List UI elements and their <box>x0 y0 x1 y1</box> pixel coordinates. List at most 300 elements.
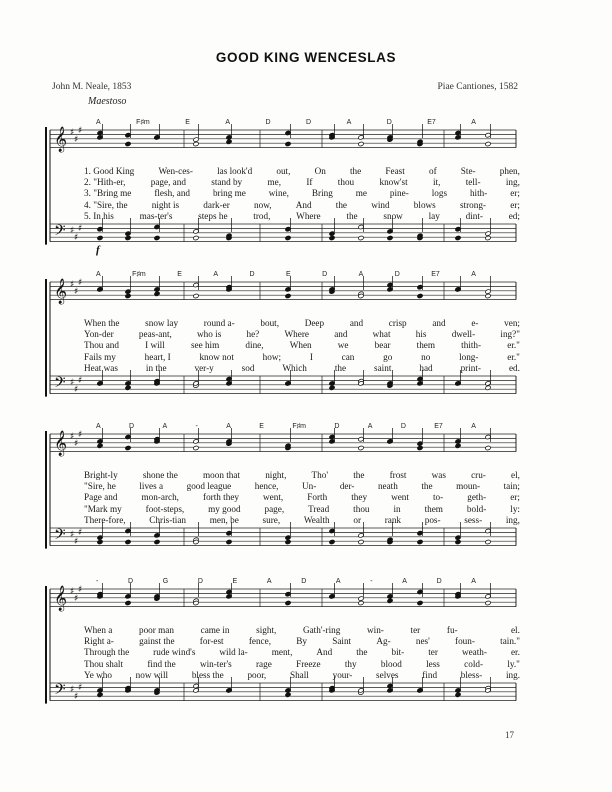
chord-row <box>96 118 476 127</box>
lyric-syllable: bring me <box>212 188 246 199</box>
note-head <box>154 235 160 240</box>
sharp-icon: ♯ <box>78 126 83 136</box>
lyric-syllable: peas-ant, <box>138 329 172 340</box>
lyric-syllable: el, <box>511 470 520 480</box>
lyric-syllable: trod, <box>253 210 271 221</box>
lyric-syllable: moun- <box>456 481 481 492</box>
lyric-syllable: And <box>316 647 333 658</box>
note-head <box>285 235 291 240</box>
note-head <box>485 235 491 240</box>
lyric-syllable: pine- <box>389 188 409 199</box>
lyric-syllable: find <box>422 669 438 680</box>
lyric-syllable: ver-y <box>194 362 214 373</box>
lyric-syllable: Heat was <box>84 362 118 373</box>
lyric-syllable: mas-ter's <box>139 210 173 221</box>
lyric-syllable: bear <box>374 340 391 351</box>
chord-symbol: D <box>129 423 135 430</box>
lyric-syllable: mon-arch, <box>141 492 179 503</box>
sharp-icon: ♯ <box>78 528 83 538</box>
lyric-syllable: ing, <box>505 514 520 525</box>
chord-symbol: E7 <box>427 119 436 126</box>
chord-symbol: D <box>249 271 255 278</box>
lyric-syllable: thou <box>337 177 355 188</box>
lyric-syllable: Thou shalt <box>84 658 124 669</box>
lyric-syllable: can <box>341 351 355 362</box>
lyric-syllable: know not <box>199 351 234 362</box>
lyric-verse-5 <box>84 363 520 374</box>
lyric-syllable: I will <box>145 340 165 351</box>
lyric-syllable: me, <box>267 177 282 188</box>
lyric-syllable: the <box>349 166 362 176</box>
lyric-syllable: bless the <box>191 669 224 680</box>
lyric-syllable: fence, <box>248 636 272 647</box>
note-head <box>285 600 291 605</box>
sharp-icon: ♯ <box>70 530 75 540</box>
lyric-syllable: Gath'-ring <box>302 625 341 635</box>
sharp-icon: ♯ <box>78 224 83 234</box>
lyric-syllable: And <box>295 199 312 210</box>
lyric-syllable: Tread <box>308 503 330 514</box>
lyric-syllable: shone the <box>142 470 178 480</box>
sharp-icon: ♯ <box>70 432 75 442</box>
chord-symbol: D <box>322 271 328 278</box>
lyric-syllable: 1. Good King <box>84 166 135 176</box>
lyric-syllable: wind <box>371 199 390 210</box>
lyric-syllable: dint- <box>465 210 483 221</box>
note-head <box>455 235 461 240</box>
note-head <box>285 692 291 697</box>
lyric-syllable: now will <box>135 669 169 680</box>
note-head <box>125 385 131 390</box>
lyric-syllable: There-fore, <box>84 514 126 525</box>
lyric-syllable: me <box>355 188 367 199</box>
tempo-marking: Maestoso <box>88 96 127 107</box>
lyric-syllable: ing, <box>505 177 520 188</box>
lyric-verse-4 <box>84 504 520 515</box>
lyric-syllable: er." <box>507 340 520 351</box>
note-head <box>329 235 335 240</box>
lyric-syllable: forth they <box>203 492 239 503</box>
chord-symbol: D <box>306 119 312 126</box>
note-head <box>417 293 423 298</box>
lyric-syllable: las look'd <box>217 166 253 176</box>
lyric-verse-5 <box>84 515 520 526</box>
note-head <box>285 293 291 298</box>
lyric-syllable: el. <box>510 625 520 635</box>
chord-symbol: A <box>225 119 231 126</box>
lyric-syllable: sight, <box>256 625 277 635</box>
lyric-syllable: bout, <box>260 318 280 328</box>
note-head <box>226 539 232 544</box>
lyric-syllable: Wen-ces- <box>158 166 193 176</box>
lyric-syllable: rage <box>255 658 272 669</box>
sharp-icon: ♯ <box>74 287 79 297</box>
note-head <box>358 539 364 544</box>
sharp-icon: ♯ <box>74 385 79 395</box>
lyric-verse-3 <box>84 340 520 351</box>
lyric-verse-1 <box>84 470 520 481</box>
lyric-syllable: cold- <box>464 658 484 669</box>
treble-clef-icon: 𝄞 <box>54 431 68 456</box>
note-head <box>417 445 423 450</box>
lyric-syllable: By <box>296 636 307 647</box>
lyric-syllable: went, <box>263 492 284 503</box>
lyric-syllable: Where <box>284 329 309 340</box>
lyric-syllable: "Sire, he <box>84 481 116 492</box>
note-head <box>125 539 131 544</box>
lyric-syllable: the <box>334 362 347 373</box>
lyric-syllable: ly." <box>507 658 520 669</box>
lyric-syllable: ter <box>410 625 421 635</box>
lyric-syllable: stand by <box>211 177 243 188</box>
page-title: GOOD KING WENCESLAS <box>215 50 397 65</box>
note-head <box>417 539 423 544</box>
lyric-syllable: cru- <box>471 470 486 480</box>
lyric-syllable: Freeze <box>296 658 321 669</box>
lyric-syllable: win- <box>367 625 384 635</box>
lyric-syllable: Through the <box>84 647 130 658</box>
lyric-syllable: Fails my <box>84 351 116 362</box>
lyric-syllable: fu- <box>446 625 458 635</box>
lyric-verse-4 <box>84 659 520 670</box>
chord-symbol: G <box>162 578 169 585</box>
chord-symbol: A <box>335 578 341 585</box>
note-head <box>485 385 491 390</box>
lyric-syllable: snow <box>383 210 403 221</box>
lyric-verse-4 <box>84 352 520 363</box>
lyric-syllable: know'st <box>379 177 408 188</box>
chord-symbol: A <box>358 271 364 278</box>
note-head <box>358 235 364 240</box>
note-head <box>485 293 491 298</box>
lyric-syllable: what <box>372 329 391 340</box>
chord-symbol: E <box>232 578 238 585</box>
lyric-syllable: Saint <box>332 636 352 647</box>
chord-symbol: D <box>386 119 392 126</box>
lyric-syllable: thith- <box>461 340 482 351</box>
lyric-syllable: they <box>351 492 368 503</box>
lyric-syllable: the <box>356 647 368 658</box>
lyric-syllable: page, <box>264 503 285 514</box>
sharp-icon: ♯ <box>70 280 75 290</box>
lyric-syllable: strong- <box>459 199 486 210</box>
lyric-syllable: find the <box>147 658 176 669</box>
lyric-syllable: wild la- <box>219 647 248 658</box>
note-head <box>485 141 491 146</box>
lyric-syllable: saint <box>374 362 392 373</box>
sharp-icon: ♯ <box>74 692 79 702</box>
lyric-syllable: night is <box>151 199 180 210</box>
lyric-syllable: the <box>353 470 365 480</box>
note-head <box>125 600 131 605</box>
note-head <box>154 539 160 544</box>
chord-symbol: A <box>226 423 231 430</box>
lyric-syllable: Feast <box>385 166 405 176</box>
note-head <box>125 141 131 146</box>
sharp-icon: ♯ <box>74 439 79 449</box>
lyric-verse-2 <box>84 329 520 340</box>
lyric-syllable: came in <box>200 625 230 635</box>
lyric-verse-3 <box>84 647 520 658</box>
note-head <box>285 141 291 146</box>
lyric-syllable: no <box>421 351 431 362</box>
sharp-icon: ♯ <box>74 594 79 604</box>
chord-symbol: D <box>128 578 134 585</box>
note-head <box>358 141 364 146</box>
chord-row <box>96 270 476 279</box>
lyric-syllable: men, be <box>209 514 239 525</box>
note-head <box>226 139 232 144</box>
lyric-verse-1 <box>84 318 520 329</box>
note-head <box>125 235 131 240</box>
note-head <box>125 445 131 450</box>
lyric-syllable: Bring <box>311 188 333 199</box>
lyric-syllable: and <box>432 318 446 328</box>
sharp-icon: ♯ <box>74 233 79 243</box>
sharp-icon: ♯ <box>78 430 83 440</box>
lyric-syllable: er; <box>510 199 520 210</box>
lyric-verse-5 <box>84 211 520 222</box>
lyric-syllable: Ste- <box>460 166 476 176</box>
lyric-syllable: had <box>419 362 433 373</box>
lyric-verse-5 <box>84 670 520 681</box>
lyric-syllable: nes' <box>415 636 430 647</box>
lyric-syllable: steps he <box>198 210 228 221</box>
note-head <box>358 600 364 605</box>
chord-row <box>96 577 476 586</box>
note-head <box>285 539 291 544</box>
note-head <box>193 235 199 240</box>
composer-credit: Piae Cantiones, 1582 <box>437 82 518 92</box>
chord-symbol: A <box>162 423 168 430</box>
lyric-syllable: If <box>306 177 313 188</box>
sharp-icon: ♯ <box>70 128 75 138</box>
chord-symbol: E <box>259 423 264 430</box>
lyric-syllable: bold- <box>466 503 487 514</box>
sharp-icon: ♯ <box>74 537 79 547</box>
note-head <box>97 692 103 697</box>
chord-symbol: A <box>367 423 373 430</box>
sharp-icon: ♯ <box>70 685 75 695</box>
chord-symbol: D <box>394 271 400 278</box>
lyric-syllable: thy <box>344 658 357 669</box>
chord-symbol: D <box>334 423 340 430</box>
lyric-syllable: of <box>428 166 437 176</box>
lyric-syllable: neath <box>377 481 398 492</box>
lyric-syllable: er. <box>510 647 520 658</box>
note-head <box>387 598 393 603</box>
sharp-icon: ♯ <box>70 587 75 597</box>
lyric-verse-1 <box>84 166 520 177</box>
note-head <box>455 443 461 448</box>
note-head <box>97 539 103 544</box>
lyric-syllable: ly: <box>510 503 520 514</box>
lyric-syllable: tell- <box>465 177 481 188</box>
lyric-syllable: selves <box>376 669 399 680</box>
lyric-syllable: snow lay <box>145 318 179 328</box>
lyric-verse-4 <box>84 200 520 211</box>
lyric-syllable: Which <box>282 362 307 373</box>
bass-clef-icon: 𝄢 <box>54 526 66 547</box>
lyric-syllable: pos- <box>424 514 441 525</box>
chord-symbol: A <box>471 119 476 126</box>
lyric-syllable: dine, <box>245 340 264 351</box>
chord-symbol: E7 <box>431 271 440 278</box>
note-head <box>485 445 491 450</box>
lyric-verse-3 <box>84 492 520 503</box>
note-head <box>387 235 393 240</box>
lyric-syllable: crisp <box>388 318 407 328</box>
lyric-syllable: bless- <box>460 669 483 680</box>
chord-symbol: A <box>346 119 352 126</box>
lyric-syllable: Un- <box>302 481 317 492</box>
chord-symbol: A <box>266 578 272 585</box>
lyric-syllable: dwell- <box>451 329 476 340</box>
sharp-icon: ♯ <box>78 376 83 386</box>
lyric-syllable: night, <box>265 470 287 480</box>
lyric-syllable: frost <box>389 470 407 480</box>
lyric-syllable: Ye who <box>84 669 112 680</box>
lyric-syllable: foot-steps, <box>145 503 185 514</box>
lyric-syllable: was <box>431 470 446 480</box>
lyric-syllable: weath- <box>461 647 487 658</box>
lyric-syllable: Wealth <box>303 514 330 525</box>
lyric-syllable: Shall <box>289 669 309 680</box>
note-head <box>154 291 160 296</box>
lyric-syllable: rude wind's <box>153 647 196 658</box>
chord-symbol: E <box>185 119 190 126</box>
chord-symbol: A <box>96 119 101 126</box>
sharp-icon: ♯ <box>70 226 75 236</box>
chord-symbol: - <box>195 423 198 430</box>
lyric-syllable: 3. "Bring me <box>84 188 132 199</box>
lyric-syllable: sod <box>241 362 255 373</box>
lyric-syllable: print- <box>460 362 481 373</box>
note-head <box>417 600 423 605</box>
chord-symbol: E <box>285 271 291 278</box>
chord-symbol: - <box>96 578 99 585</box>
lyric-syllable: ment, <box>271 647 293 658</box>
note-head <box>97 443 103 448</box>
lyric-syllable: Yon-der <box>84 329 114 340</box>
lyric-syllable: and <box>334 329 348 340</box>
lyric-syllable: ven; <box>504 318 520 328</box>
lyric-syllable: ter <box>428 647 438 658</box>
lyric-syllable: geth- <box>467 492 487 503</box>
chord-symbol: E7 <box>434 423 443 430</box>
chord-symbol: A <box>96 423 101 430</box>
chord-symbol: A <box>471 423 476 430</box>
lyricist-credit: John M. Neale, 1853 <box>52 82 132 92</box>
page-number: 17 <box>505 730 514 740</box>
lyric-syllable: for-est <box>199 636 224 647</box>
lyric-syllable: On <box>314 166 326 176</box>
lyric-syllable: hence, <box>254 481 279 492</box>
lyric-syllable: dark-er <box>203 199 230 210</box>
treble-clef-icon: 𝄞 <box>54 279 68 304</box>
lyric-syllable: long- <box>459 351 479 362</box>
dynamic-marking: f <box>96 244 100 256</box>
treble-clef-icon: 𝄞 <box>54 586 68 611</box>
chord-symbol: A <box>213 271 218 278</box>
lyric-syllable: blood <box>380 658 402 669</box>
lyric-syllable: went <box>391 492 409 503</box>
chord-symbol: A <box>96 271 101 278</box>
chord-symbol: D <box>301 578 307 585</box>
lyric-syllable: e- <box>471 318 479 328</box>
lyric-syllable: less <box>426 658 440 669</box>
lyric-syllable: 5. In his <box>84 210 114 221</box>
note-head <box>193 445 199 450</box>
lyric-syllable: Ag- <box>376 636 391 647</box>
chord-symbol: A <box>402 578 407 585</box>
lyric-syllable: your- <box>332 669 353 680</box>
chord-symbol: A <box>471 578 476 585</box>
lyric-syllable: the <box>346 210 358 221</box>
chord-row <box>96 422 476 431</box>
chord-symbol: A <box>471 271 476 278</box>
lyric-syllable: bit- <box>391 647 405 658</box>
lyric-syllable: my good <box>208 503 241 514</box>
lyric-syllable: we <box>337 340 349 351</box>
note-head <box>485 600 491 605</box>
lyric-syllable: page, and <box>150 177 186 188</box>
sharp-icon: ♯ <box>78 683 83 693</box>
lyric-syllable: I <box>309 351 313 362</box>
lyric-syllable: ing?" <box>500 329 520 340</box>
note-head <box>193 141 199 146</box>
lyric-syllable: win-ter's <box>199 658 232 669</box>
lyric-syllable: foun- <box>455 636 475 647</box>
lyric-syllable: heart, I <box>144 351 171 362</box>
bass-clef-icon: 𝄢 <box>54 681 66 702</box>
lyric-syllable: When a <box>84 625 113 635</box>
lyric-syllable: Page and <box>84 492 118 503</box>
chord-symbol: D <box>197 578 203 585</box>
lyric-syllable: Forth <box>307 492 328 503</box>
lyric-syllable: Thou and <box>84 340 119 351</box>
lyric-syllable: tain." <box>500 636 520 647</box>
lyric-syllable: tain; <box>503 481 520 492</box>
lyric-syllable: er; <box>510 188 520 199</box>
lyric-syllable: sess- <box>464 514 483 525</box>
chord-symbol: D <box>436 578 442 585</box>
lyric-syllable: the <box>421 481 433 492</box>
lyric-syllable: rank <box>384 514 402 525</box>
lyric-syllable: in <box>393 503 401 514</box>
lyric-syllable: 2. "Hith-er, <box>84 177 126 188</box>
lyric-syllable: to- <box>433 492 444 503</box>
lyric-syllable: thou <box>353 503 370 514</box>
lyric-syllable: er." <box>507 351 520 362</box>
note-head <box>193 293 199 298</box>
lyric-syllable: them <box>416 340 436 351</box>
lyric-syllable: out, <box>276 166 291 176</box>
lyric-verse-1 <box>84 625 520 636</box>
note-head <box>485 539 491 544</box>
note-head <box>455 692 461 697</box>
lyric-syllable: Tho' <box>311 470 329 480</box>
lyric-syllable: good league <box>186 481 232 492</box>
lyric-syllable: When <box>289 340 312 351</box>
lyric-syllable: lives a <box>139 481 164 492</box>
note-head <box>358 445 364 450</box>
chord-symbol: D <box>265 119 271 126</box>
note-head <box>455 539 461 544</box>
lyric-syllable: lay <box>428 210 440 221</box>
chord-symbol: F♯m <box>132 271 146 278</box>
lyric-syllable: who is <box>197 329 222 340</box>
